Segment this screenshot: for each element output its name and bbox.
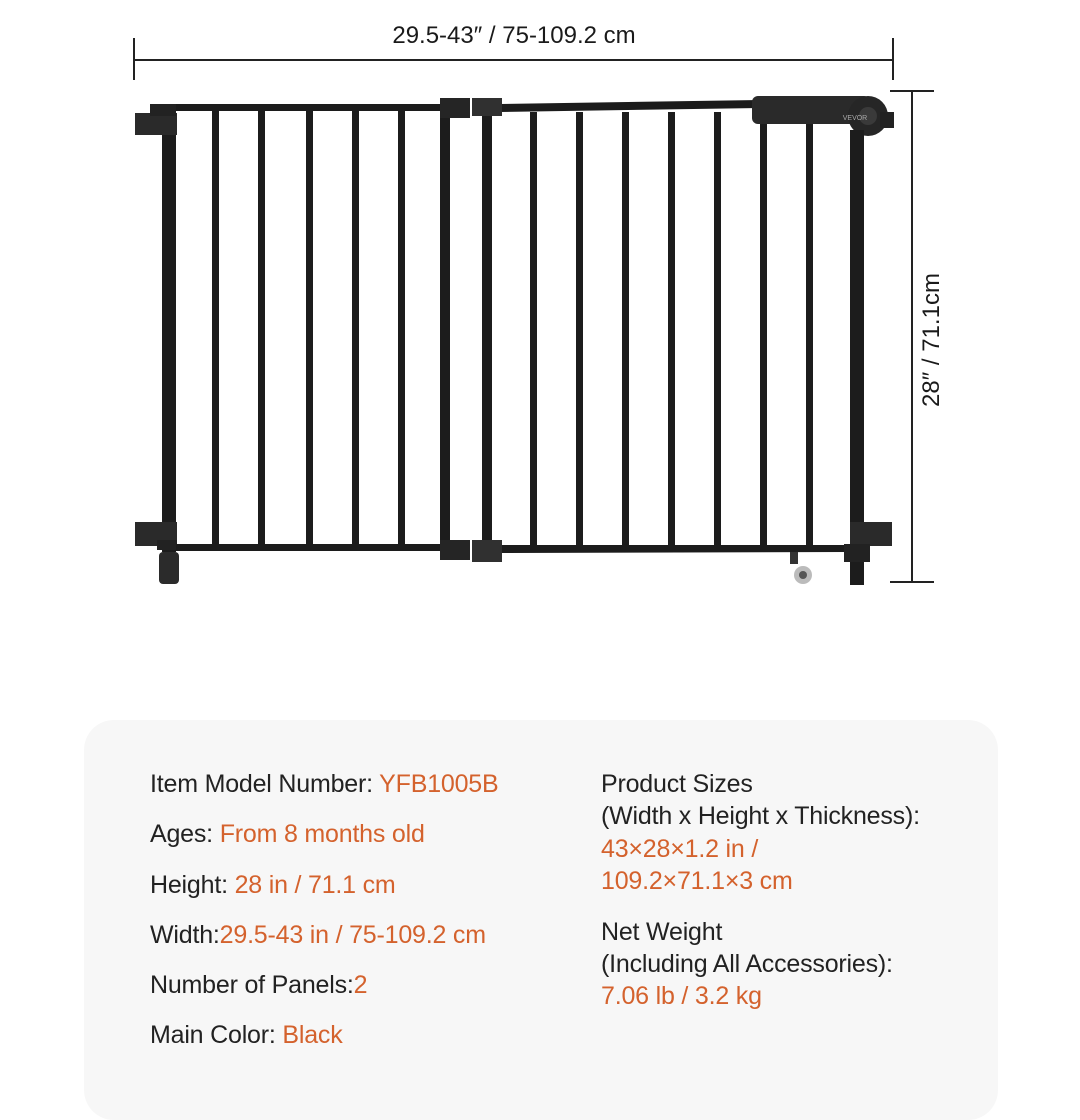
spec-weight-subtitle: (Including All Accessories):	[601, 950, 893, 978]
gate	[135, 96, 894, 585]
left-post	[162, 112, 176, 552]
spec-weight-title: Net Weight	[601, 918, 723, 946]
spec-sizes-title: Product Sizes	[601, 770, 753, 798]
center-post-right	[482, 100, 492, 560]
center-top-hinge	[440, 98, 470, 118]
height-dimension-label: 28″ / 71.1cm	[918, 273, 945, 407]
right-panel-bars	[530, 112, 813, 545]
caster-wheel	[790, 552, 812, 584]
brand-logo: VEVOR	[842, 115, 868, 122]
spec-model-number: Item Model Number: YFB1005B	[150, 770, 499, 798]
right-post	[850, 130, 864, 585]
spec-weight-value: 7.06 lb / 3.2 kg	[601, 982, 762, 1010]
bottom-right-pad	[850, 522, 892, 546]
left-foot	[159, 552, 179, 584]
width-dimension-label: 29.5-43″ / 75-109.2 cm	[392, 22, 636, 49]
bottom-rail	[176, 544, 442, 551]
top-left-pad	[135, 113, 177, 135]
spec-sizes-subtitle: (Width x Height x Thickness):	[601, 802, 920, 830]
spec-ages: Ages: From 8 months old	[150, 820, 425, 848]
spec-panels: Number of Panels:2	[150, 971, 368, 999]
center-post-left	[440, 100, 450, 560]
spec-width: Width:29.5-43 in / 75-109.2 cm	[150, 921, 486, 949]
center-bottom-hinge	[440, 540, 470, 560]
spec-sizes-value-cm: 109.2×71.1×3 cm	[601, 867, 793, 895]
spec-sizes-value-in: 43×28×1.2 in /	[601, 835, 759, 863]
spec-color: Main Color: Black	[150, 1021, 343, 1049]
left-panel-bars	[212, 111, 405, 545]
spec-height: Height: 28 in / 71.1 cm	[150, 871, 396, 899]
top-rail	[176, 104, 440, 111]
